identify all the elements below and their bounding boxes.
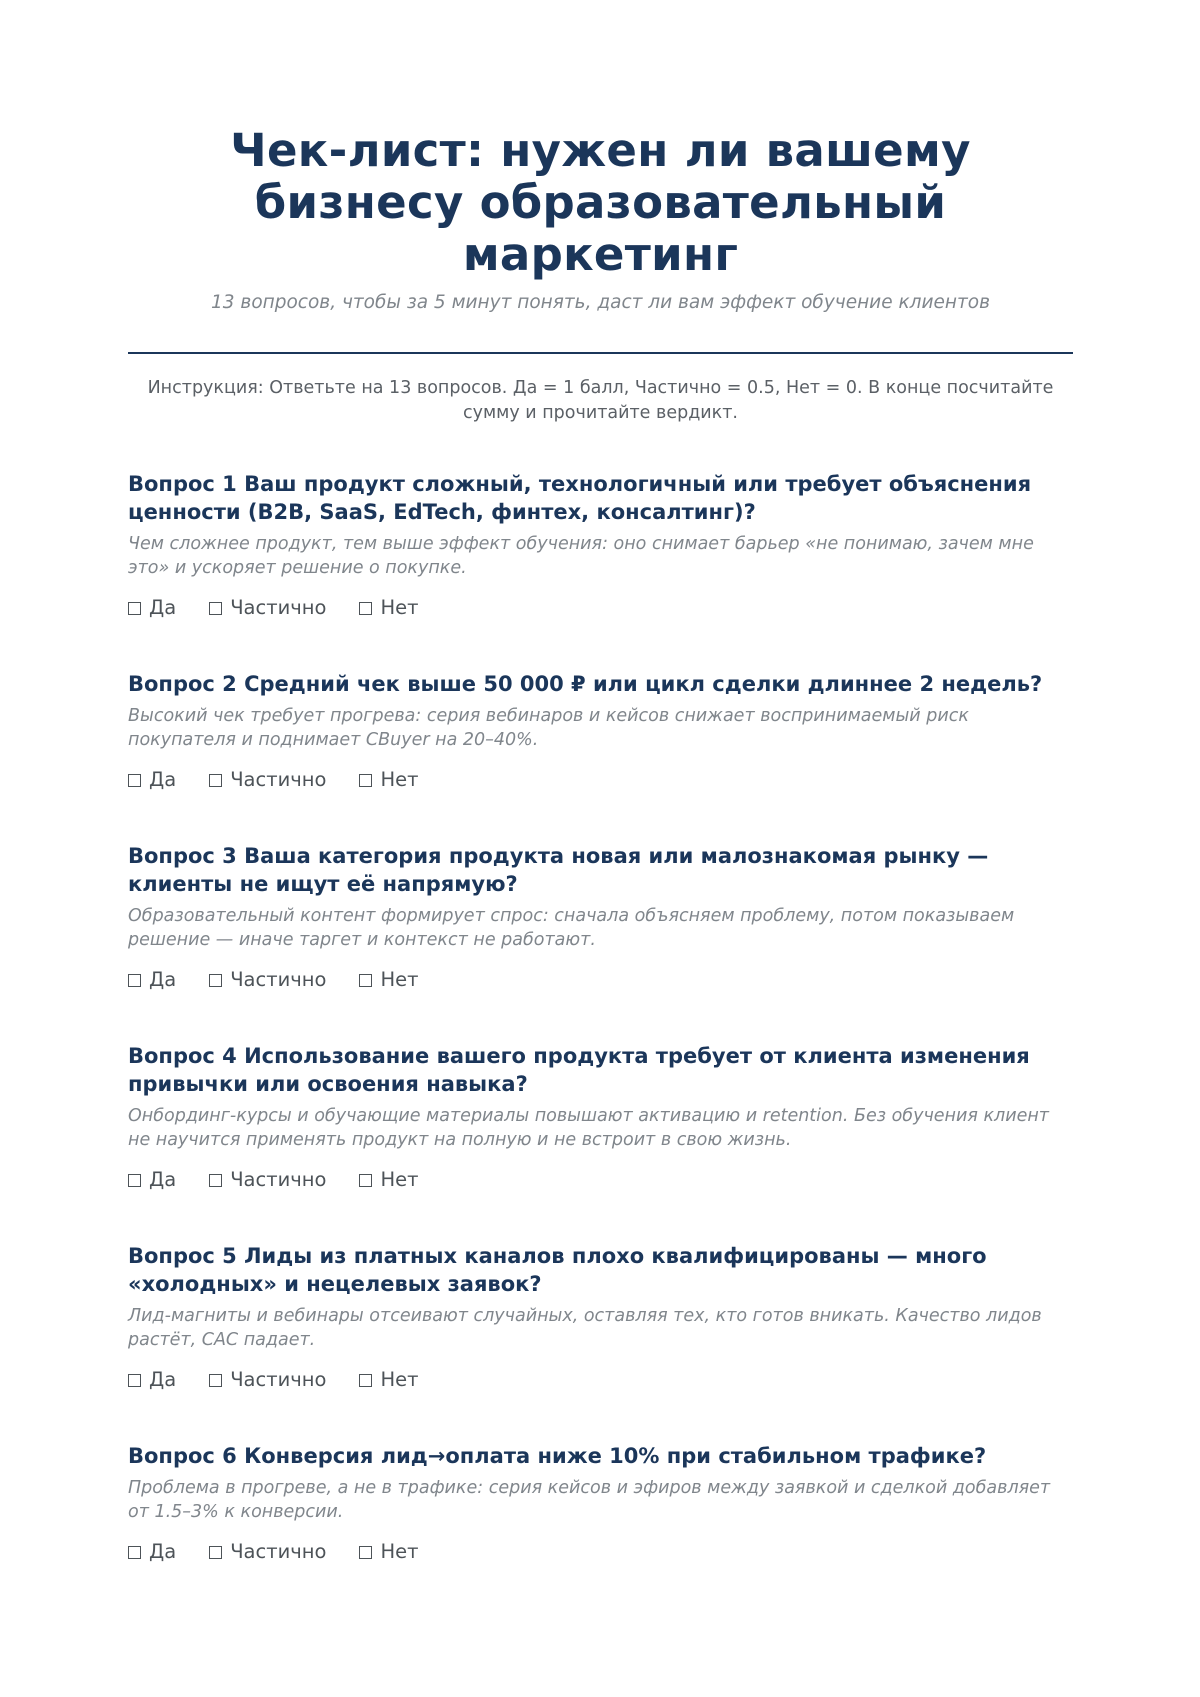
option-partial[interactable] bbox=[209, 767, 326, 793]
option-label: Да bbox=[149, 968, 177, 991]
option-label: Нет bbox=[380, 1540, 419, 1563]
option-label: Частично bbox=[230, 968, 327, 991]
option-yes[interactable] bbox=[128, 767, 176, 793]
option-label: Нет bbox=[380, 596, 419, 619]
question-title: Вопрос 1 Ваш продукт сложный, технологичный или требует объяснения ценности (B2B, SaaS, EdTech, финтех, консалтинг)? bbox=[128, 472, 1032, 524]
checkbox-icon[interactable] bbox=[128, 1374, 141, 1387]
option-yes[interactable] bbox=[128, 1167, 176, 1193]
question-note: Образовательный контент формирует спрос: сначала объясняем проблему, потом показываем решение — иначе таргет и контекст не работают. bbox=[128, 906, 1015, 950]
checkbox-icon[interactable] bbox=[128, 1174, 141, 1187]
option-no[interactable] bbox=[359, 767, 418, 793]
checkbox-icon[interactable] bbox=[359, 1374, 372, 1387]
checkbox-icon[interactable] bbox=[128, 1546, 141, 1559]
option-label: Частично bbox=[230, 768, 327, 791]
checkbox-icon[interactable] bbox=[209, 974, 222, 987]
page-title: Чек-лист: нужен ли вашему бизнесу образовательный маркетинг bbox=[230, 124, 971, 281]
question-3 bbox=[128, 842, 1073, 993]
option-no[interactable] bbox=[359, 1367, 418, 1393]
option-label: Нет bbox=[380, 968, 419, 991]
option-no[interactable] bbox=[359, 967, 418, 993]
instructions: Инструкция: Ответьте на 13 вопросов. Да = 1 балл, Частично = 0.5, Нет = 0. В конце посчитайте сумму и прочитайте вердикт. bbox=[147, 378, 1054, 423]
question-note: Проблема в прогреве, а не в трафике: серия кейсов и эфиров между заявкой и сделкой добавляет от 1.5–3% к конверсии. bbox=[128, 1478, 1051, 1522]
option-no[interactable] bbox=[359, 1539, 418, 1565]
option-label: Частично bbox=[230, 596, 327, 619]
checkbox-icon[interactable] bbox=[128, 774, 141, 787]
page-subtitle: 13 вопросов, чтобы за 5 минут понять, даст ли вам эффект обучение клиентов bbox=[211, 292, 990, 313]
checkbox-icon[interactable] bbox=[209, 774, 222, 787]
option-partial[interactable] bbox=[209, 1367, 326, 1393]
option-partial[interactable] bbox=[209, 595, 326, 621]
answer-options bbox=[128, 595, 1073, 621]
checkbox-icon[interactable] bbox=[359, 974, 372, 987]
checkbox-icon[interactable] bbox=[128, 974, 141, 987]
option-yes[interactable] bbox=[128, 595, 176, 621]
question-title: Вопрос 3 Ваша категория продукта новая или малознакомая рынку — клиенты не ищут её напрямую? bbox=[128, 844, 989, 896]
question-1 bbox=[128, 470, 1073, 621]
question-6 bbox=[128, 1442, 1073, 1565]
question-title: Вопрос 2 Средний чек выше 50 000 ₽ или цикл сделки длиннее 2 недель? bbox=[128, 672, 1043, 696]
option-label: Нет bbox=[380, 768, 419, 791]
option-yes[interactable] bbox=[128, 1367, 176, 1393]
option-label: Частично bbox=[230, 1168, 327, 1191]
option-no[interactable] bbox=[359, 595, 418, 621]
answer-options bbox=[128, 1367, 1073, 1393]
option-label: Частично bbox=[230, 1540, 327, 1563]
question-list bbox=[128, 470, 1073, 1565]
checkbox-icon[interactable] bbox=[359, 1546, 372, 1559]
question-note: Высокий чек требует прогрева: серия вебинаров и кейсов снижает воспринимаемый риск покупателя и поднимает CBuyer на 20–40%. bbox=[128, 706, 969, 750]
option-partial[interactable] bbox=[209, 1539, 326, 1565]
checkbox-icon[interactable] bbox=[209, 1374, 222, 1387]
checkbox-icon[interactable] bbox=[359, 602, 372, 615]
answer-options bbox=[128, 1167, 1073, 1193]
checkbox-icon[interactable] bbox=[209, 1546, 222, 1559]
option-label: Да bbox=[149, 596, 177, 619]
question-2 bbox=[128, 670, 1073, 793]
option-yes[interactable] bbox=[128, 967, 176, 993]
question-5 bbox=[128, 1242, 1073, 1393]
checkbox-icon[interactable] bbox=[359, 1174, 372, 1187]
option-label: Нет bbox=[380, 1168, 419, 1191]
option-label: Да bbox=[149, 1168, 177, 1191]
question-4 bbox=[128, 1042, 1073, 1193]
option-label: Да bbox=[149, 768, 177, 791]
checkbox-icon[interactable] bbox=[128, 602, 141, 615]
option-partial[interactable] bbox=[209, 967, 326, 993]
question-title: Вопрос 6 Конверсия лид→оплата ниже 10% при стабильном трафике? bbox=[128, 1444, 987, 1468]
checkbox-icon[interactable] bbox=[209, 1174, 222, 1187]
question-note: Онбординг-курсы и обучающие материалы повышают активацию и retention. Без обучения клиент не научится применять продукт на полную и не встроит в свою жизнь. bbox=[128, 1106, 1049, 1150]
question-note: Чем сложнее продукт, тем выше эффект обучения: оно снимает барьер «не понимаю, зачем мне это» и ускоряет решение о покупке. bbox=[128, 534, 1034, 578]
answer-options bbox=[128, 967, 1073, 993]
option-label: Да bbox=[149, 1540, 177, 1563]
option-label: Нет bbox=[380, 1368, 419, 1391]
option-partial[interactable] bbox=[209, 1167, 326, 1193]
option-label: Частично bbox=[230, 1368, 327, 1391]
divider bbox=[128, 352, 1073, 354]
question-title: Вопрос 5 Лиды из платных каналов плохо квалифицированы — много «холодных» и нецелевых заявок? bbox=[128, 1244, 987, 1296]
answer-options bbox=[128, 1539, 1073, 1565]
question-title: Вопрос 4 Использование вашего продукта требует от клиента изменения привычки или освоения навыка? bbox=[128, 1044, 1030, 1096]
option-no[interactable] bbox=[359, 1167, 418, 1193]
option-yes[interactable] bbox=[128, 1539, 176, 1565]
option-label: Да bbox=[149, 1368, 177, 1391]
checkbox-icon[interactable] bbox=[359, 774, 372, 787]
checkbox-icon[interactable] bbox=[209, 602, 222, 615]
answer-options bbox=[128, 767, 1073, 793]
question-note: Лид-магниты и вебинары отсеивают случайных, оставляя тех, кто готов вникать. Качество лидов растёт, CAC падает. bbox=[128, 1306, 1042, 1350]
